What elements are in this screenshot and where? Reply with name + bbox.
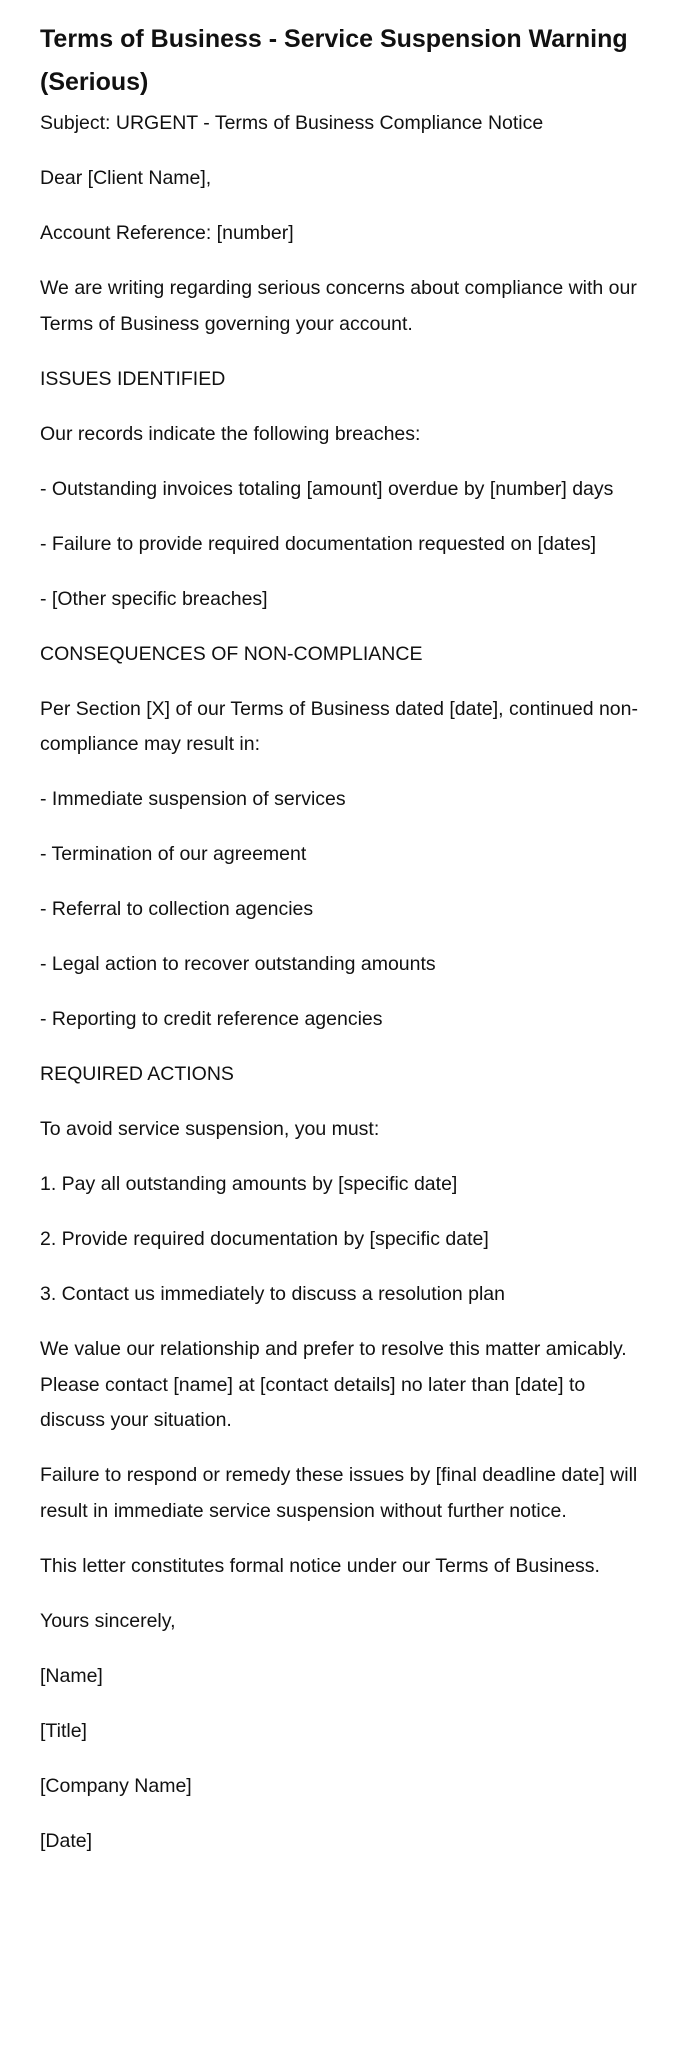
consequence-item: - Referral to collection agencies: [40, 898, 314, 920]
signature-company: [Company Name]: [40, 1774, 192, 1797]
signature-name: [Name]: [40, 1664, 103, 1687]
action-item: 3. Contact us immediately to discuss a resolution plan: [40, 1283, 505, 1305]
document-title: Terms of Business - Service Suspension Warning (Serious): [40, 25, 628, 96]
account-reference: Account Reference: [number]: [40, 222, 294, 244]
intro-paragraph: We are writing regarding serious concerns about compliance with our Terms of Business governing your account.: [40, 277, 637, 335]
consequences-intro: Per Section [X] of our Terms of Business dated [date], continued non-compliance may result in:: [40, 697, 638, 755]
consequence-item: - Immediate suspension of services: [40, 788, 346, 810]
breach-item: - Failure to provide required documentation requested on [dates]: [40, 532, 597, 555]
consequence-item: - Legal action to recover outstanding amounts: [40, 953, 436, 975]
consequence-item: - Termination of our agreement: [40, 843, 307, 865]
breach-item: - [Other specific breaches]: [40, 587, 268, 610]
subject-line: Subject: URGENT - Terms of Business Compliance Notice: [40, 112, 544, 134]
breach-item: - Outstanding invoices totaling [amount] overdue by [number] days: [40, 477, 614, 500]
formal-notice-paragraph: This letter constitutes formal notice under our Terms of Business.: [40, 1554, 600, 1577]
closing: Yours sincerely,: [40, 1609, 176, 1632]
salutation: Dear [Client Name],: [40, 167, 212, 189]
section-heading-consequences: CONSEQUENCES OF NON-COMPLIANCE: [40, 642, 423, 665]
actions-intro: To avoid service suspension, you must:: [40, 1118, 380, 1140]
deadline-paragraph: Failure to respond or remedy these issues by [final deadline date] will result in immediate service suspension without further notice.: [40, 1464, 638, 1522]
section-heading-required-actions: REQUIRED ACTIONS: [40, 1063, 234, 1085]
action-item: 2. Provide required documentation by [specific date]: [40, 1228, 489, 1250]
relationship-paragraph: We value our relationship and prefer to resolve this matter amicably. Please contact [name] at [contact details] no later than [date] to discuss your situation.: [40, 1338, 627, 1431]
issues-intro: Our records indicate the following breaches:: [40, 422, 421, 445]
signature-title: [Title]: [40, 1719, 87, 1742]
signature-date: [Date]: [40, 1829, 93, 1852]
section-heading-issues: ISSUES IDENTIFIED: [40, 367, 226, 390]
action-item: 1. Pay all outstanding amounts by [specific date]: [40, 1173, 458, 1195]
consequence-item: - Reporting to credit reference agencies: [40, 1008, 383, 1030]
